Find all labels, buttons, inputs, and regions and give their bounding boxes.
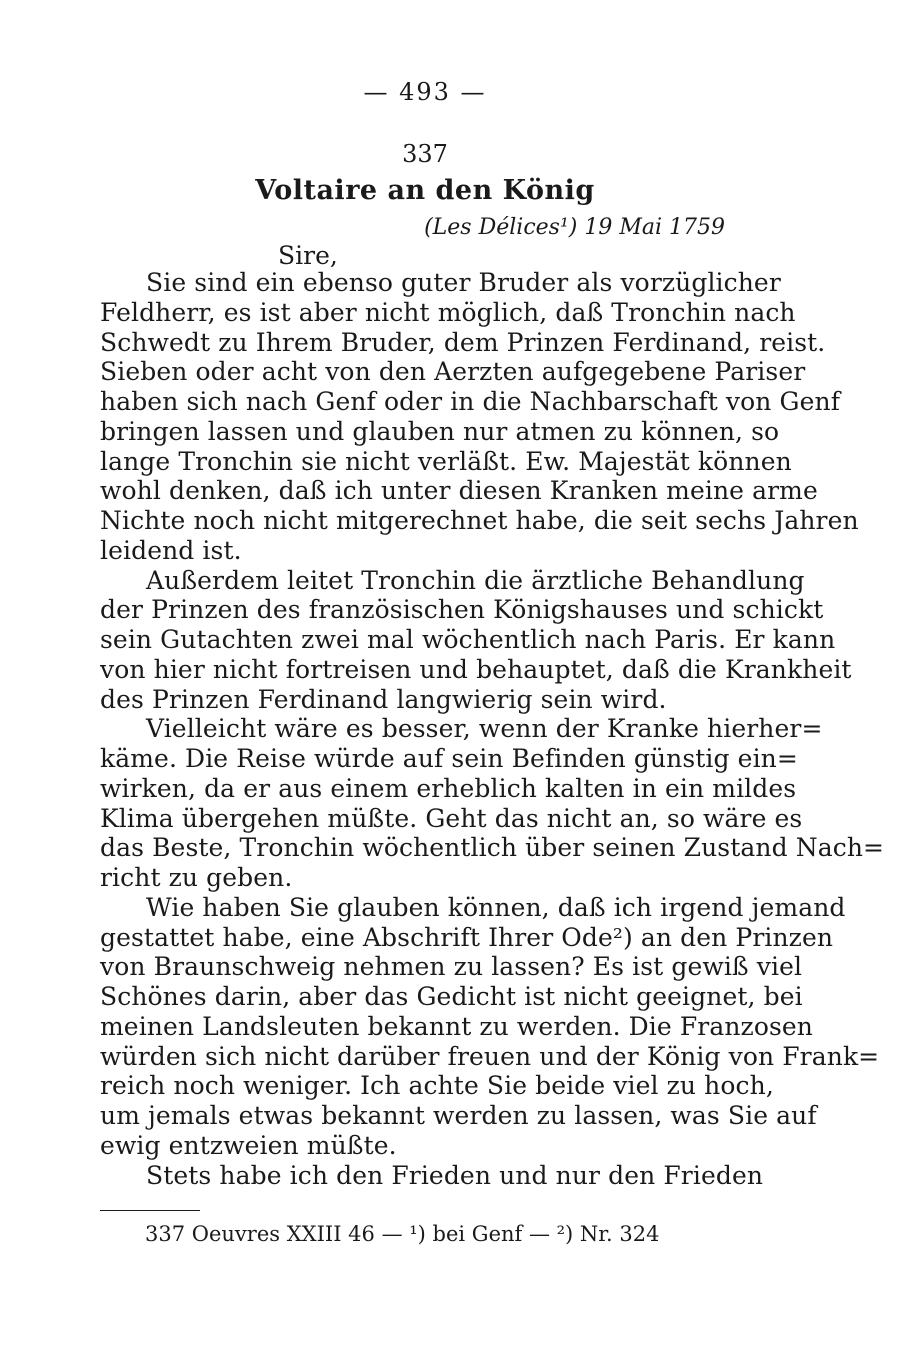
text-line: von Braunschweig nehmen zu lassen? Es ist gewiß viel <box>100 952 803 982</box>
text-line: reich noch weniger. Ich achte Sie beide viel zu hoch, <box>100 1071 774 1101</box>
text-line: Vielleicht wäre es besser, wenn der Kranke hierher= <box>146 714 823 744</box>
text-line: bringen lassen und glauben nur atmen zu können, so <box>100 416 780 446</box>
letter-heading: Voltaire an den König <box>255 175 595 206</box>
text-line: gestattet habe, eine Abschrift Ihrer Ode²) an den Prinzen <box>100 922 834 952</box>
letter-number: 337 <box>402 140 448 168</box>
text-line: richt zu geben. <box>100 863 293 892</box>
footnote-divider <box>100 1210 200 1211</box>
text-line: würden sich nicht darüber freuen und der König von Frank= <box>100 1041 880 1071</box>
letter-salutation: Sire, <box>278 241 338 270</box>
text-line: Schwedt zu Ihrem Bruder, dem Prinzen Ferdinand, reist. <box>100 327 826 357</box>
text-line: ewig entzweien müßte. <box>100 1130 397 1160</box>
text-line: Feldherr, es ist aber nicht möglich, daß Tronchin nach <box>100 297 796 327</box>
text-line: Sieben oder acht von den Aerzten aufgegebene Pariser <box>100 357 806 387</box>
text-line: Sie sind ein ebenso guter Bruder als vorzüglicher <box>146 268 781 297</box>
text-line: meinen Landsleuten bekannt zu werden. Die Franzosen <box>100 1011 813 1041</box>
text-line: Außerdem leitet Tronchin die ärztliche Behandlung <box>146 565 805 595</box>
text-line: käme. Die Reise würde auf sein Befinden günstig ein= <box>100 744 798 773</box>
letter-dateline: (Les Délices¹) 19 Mai 1759 <box>424 215 725 240</box>
text-line: Nichte noch nicht mitgerechnet habe, die seit sechs Jahren <box>100 506 859 535</box>
text-line: lange Tronchin sie nicht verläßt. Ew. Majestät können <box>100 446 792 476</box>
text-line: von hier nicht fortreisen und behauptet, daß die Krankheit <box>100 654 852 684</box>
page-number: — 493 — <box>363 78 487 106</box>
text-line: Stets habe ich den Frieden und nur den Frieden <box>146 1160 764 1190</box>
text-line: wirken, da er aus einem erheblich kalten in ein mildes <box>100 773 797 803</box>
text-line: wohl denken, daß ich unter diesen Kranken meine arme <box>100 476 818 506</box>
text-line: der Prinzen des französischen Königshauses und schickt <box>100 595 824 625</box>
text-line: des Prinzen Ferdinand langwierig sein wird. <box>100 684 667 714</box>
text-line: sein Gutachten zwei mal wöchentlich nach Paris. Er kann <box>100 625 836 654</box>
footnote: 337 Oeuvres XXIII 46 — ¹) bei Genf — ²) Nr. 324 <box>145 1222 660 1246</box>
text-line: leidend ist. <box>100 535 242 565</box>
text-line: haben sich nach Genf oder in die Nachbarschaft von Genf <box>100 387 841 416</box>
text-line: Schönes darin, aber das Gedicht ist nicht geeignet, bei <box>100 982 803 1011</box>
text-line: Klima übergehen müßte. Geht das nicht an, so wäre es <box>100 803 803 833</box>
text-line: Wie haben Sie glauben können, daß ich irgend jemand <box>146 892 846 922</box>
text-line: um jemals etwas bekannt werden zu lassen, was Sie auf <box>100 1101 817 1130</box>
text-line: das Beste, Tronchin wöchentlich über seinen Zustand Nach= <box>100 833 885 863</box>
